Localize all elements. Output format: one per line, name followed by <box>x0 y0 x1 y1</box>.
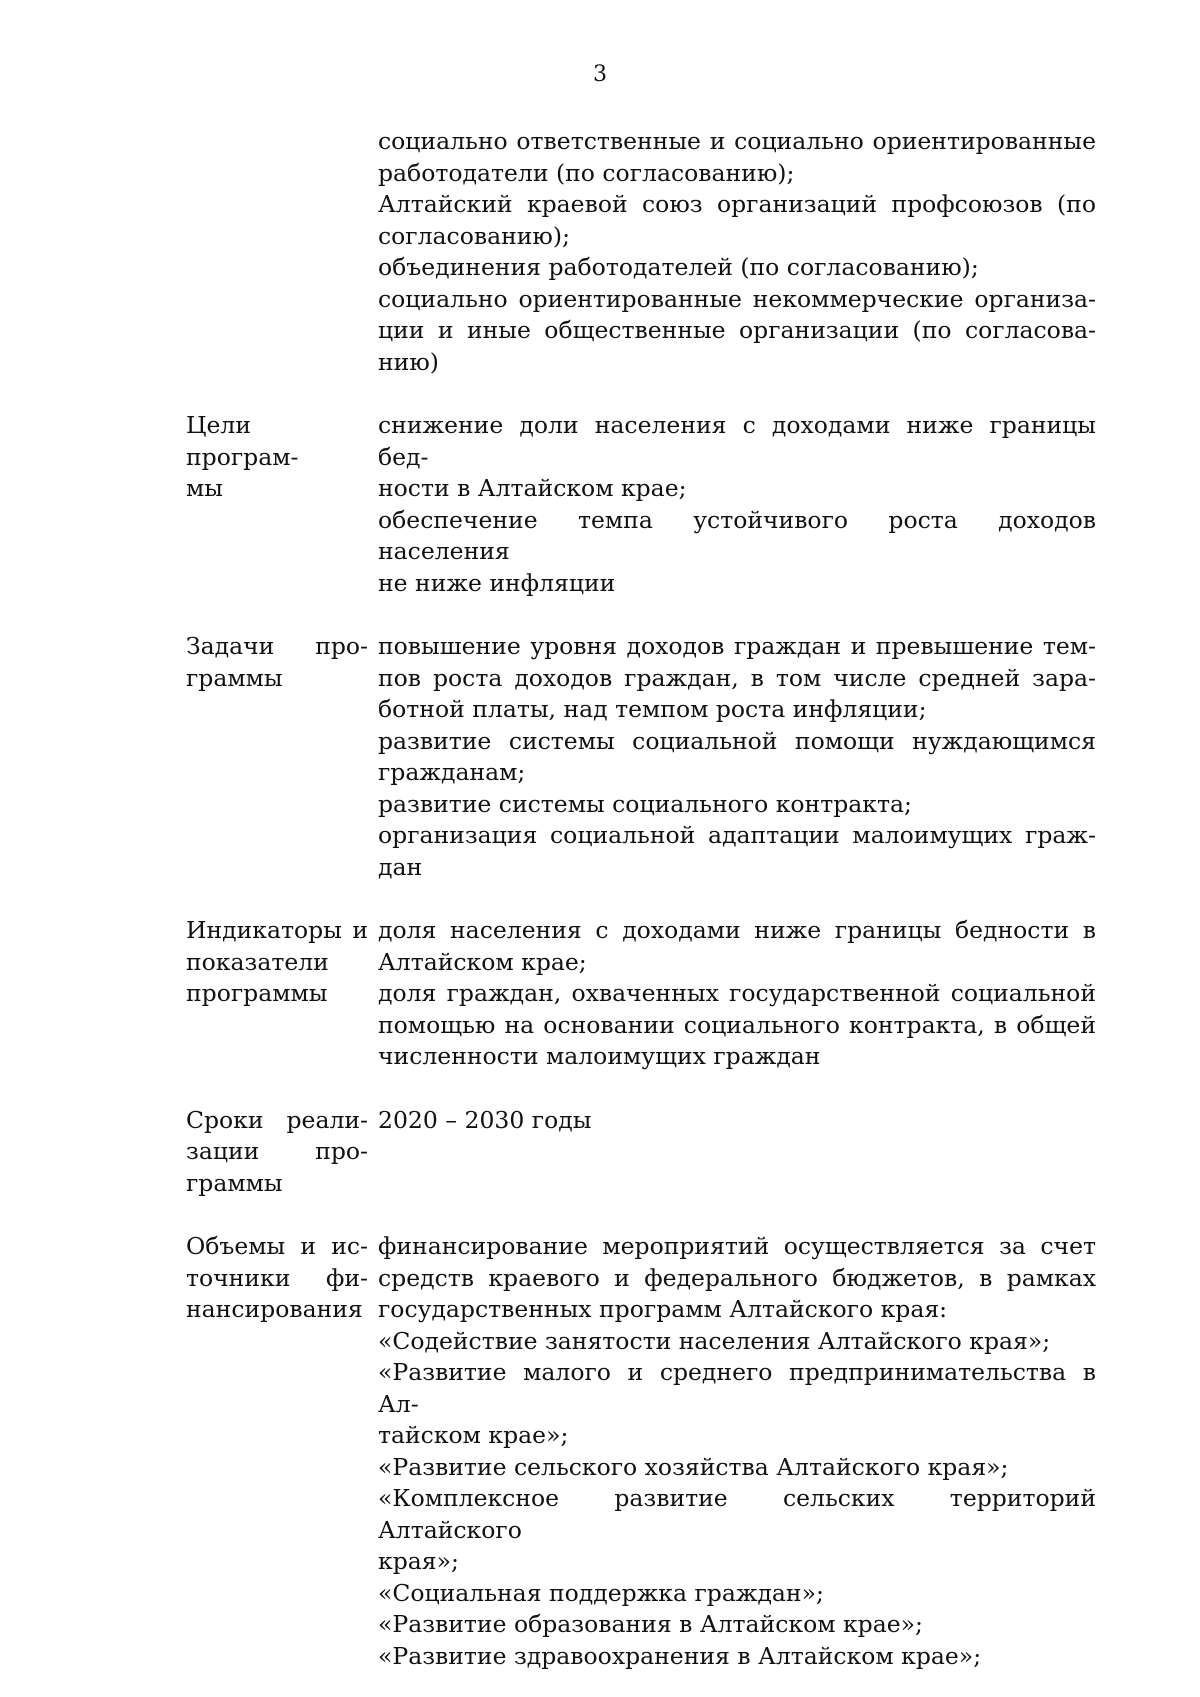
row-label-line: граммы <box>186 1168 283 1197</box>
list-item <box>378 189 1096 252</box>
list-item-line: «Развитие здравоохранения в Алтайском крае»; <box>378 1641 982 1670</box>
list-item-line: государственных программ Алтайского края: <box>378 1295 948 1323</box>
list-item-line: численности малоимущих граждан <box>378 1042 821 1070</box>
list-item <box>378 789 1096 821</box>
list-item-line: нию) <box>378 347 439 376</box>
row-label-line: Объемы и ис- <box>186 1232 368 1260</box>
list-item-line: согласованию); <box>378 221 570 250</box>
row-label-line: зации про- <box>186 1137 368 1165</box>
list-item-line: социально ответственные и социально ориентированные <box>378 127 1096 155</box>
list-item <box>378 631 1096 726</box>
list-item <box>378 1231 1096 1326</box>
list-item-line: развитие системы социального контракта; <box>378 789 912 818</box>
list-item-line: ции и иные общественные организации (по согласова- <box>378 316 1096 344</box>
list-item <box>378 252 1096 284</box>
table-row <box>186 631 1096 883</box>
list-item-line: снижение доли населения с доходами ниже границы бед- <box>378 411 1096 471</box>
list-item-line: Алтайский краевой союз организаций профсоюзов (по <box>378 190 1096 218</box>
list-item <box>378 1609 1096 1641</box>
row-label-line: точники фи- <box>186 1263 368 1292</box>
row-label-line: показатели <box>186 947 329 976</box>
list-item-line: повышение уровня доходов граждан и превышение тем- <box>378 632 1096 660</box>
row-label-line: Индикаторы и <box>186 916 368 944</box>
list-item <box>378 284 1096 379</box>
list-item-line: финансирование мероприятий осуществляется за счет <box>378 1232 1096 1260</box>
row-label <box>186 1231 378 1326</box>
list-item-line: тайском крае»; <box>378 1421 569 1449</box>
list-item <box>378 978 1096 1073</box>
row-label-line: Сроки реали- <box>186 1105 368 1134</box>
list-item-line: не ниже инфляции <box>378 568 616 597</box>
table-row <box>186 1231 1096 1672</box>
list-item-line: ности в Алтайском крае; <box>378 474 687 502</box>
list-item-line: социально ориентированные некоммерческие организа- <box>378 284 1096 313</box>
row-value <box>378 915 1096 1073</box>
row-label-line: программы <box>186 979 328 1007</box>
table-row <box>186 410 1096 599</box>
list-item-line: гражданам; <box>378 758 526 786</box>
row-label <box>186 410 378 505</box>
row-value <box>378 1231 1096 1672</box>
list-item-line: организация социальной адаптации малоимущих граж- <box>378 821 1096 849</box>
list-item-line: «Развитие малого и среднего предпринимательства в Ал- <box>378 1358 1096 1418</box>
list-item-line: «Комплексное развитие сельских территорий Алтайского <box>378 1484 1096 1544</box>
row-value <box>378 631 1096 883</box>
table-row <box>186 1105 1096 1200</box>
list-item <box>378 1483 1096 1578</box>
list-item-line: средств краевого и федерального бюджетов, в рамках <box>378 1263 1096 1292</box>
list-item <box>378 1578 1096 1610</box>
list-item <box>378 820 1096 883</box>
row-value <box>378 410 1096 599</box>
list-item-line: 2020 – 2030 годы <box>378 1105 592 1134</box>
list-item <box>378 1326 1096 1358</box>
row-label <box>186 631 378 694</box>
row-label-line: нансирования <box>186 1295 363 1323</box>
list-item-line: «Развитие сельского хозяйства Алтайского края»; <box>378 1452 1009 1481</box>
list-item-line: объединения работодателей (по согласованию); <box>378 253 979 281</box>
row-label-line: Задачи про- <box>186 632 368 660</box>
list-item-line: помощью на основании социального контракта, в общей <box>378 1010 1096 1039</box>
list-item <box>378 126 1096 189</box>
list-item-line: пов роста доходов граждан, в том числе средней зара- <box>378 663 1096 692</box>
list-item <box>378 505 1096 600</box>
table-row <box>186 126 1096 378</box>
list-item <box>378 1357 1096 1452</box>
list-item-line: развитие системы социальной помощи нуждающимся <box>378 726 1096 755</box>
list-item-line: обеспечение темпа устойчивого роста доходов населения <box>378 505 1096 565</box>
list-item <box>378 1452 1096 1484</box>
row-label <box>186 1105 378 1200</box>
list-item-line: доля населения с доходами ниже границы бедности в <box>378 916 1096 944</box>
list-item <box>378 1105 1096 1137</box>
list-item <box>378 1641 1096 1673</box>
row-value <box>378 1105 1096 1137</box>
passport-table <box>186 126 1096 1672</box>
page-number: 3 <box>593 62 607 87</box>
table-row <box>186 915 1096 1073</box>
list-item-line: «Социальная поддержка граждан»; <box>378 1578 824 1607</box>
list-item <box>378 915 1096 978</box>
list-item-line: края»; <box>378 1547 459 1575</box>
list-item-line: «Развитие образования в Алтайском крае»; <box>378 1610 923 1638</box>
list-item <box>378 726 1096 789</box>
list-item-line: «Содействие занятости населения Алтайского края»; <box>378 1326 1051 1355</box>
row-label-line: мы <box>186 474 223 502</box>
list-item-line: работодатели (по согласованию); <box>378 158 795 187</box>
row-label <box>186 915 378 1010</box>
list-item-line: дан <box>378 852 423 881</box>
list-item-line: ботной платы, над темпом роста инфляции; <box>378 695 927 723</box>
row-value <box>378 126 1096 378</box>
list-item <box>378 410 1096 505</box>
row-label-line: граммы <box>186 663 283 692</box>
list-item-line: Алтайском крае; <box>378 947 587 976</box>
list-item-line: доля граждан, охваченных государственной социальной <box>378 979 1096 1007</box>
row-label-line: Цели програм- <box>186 411 299 471</box>
